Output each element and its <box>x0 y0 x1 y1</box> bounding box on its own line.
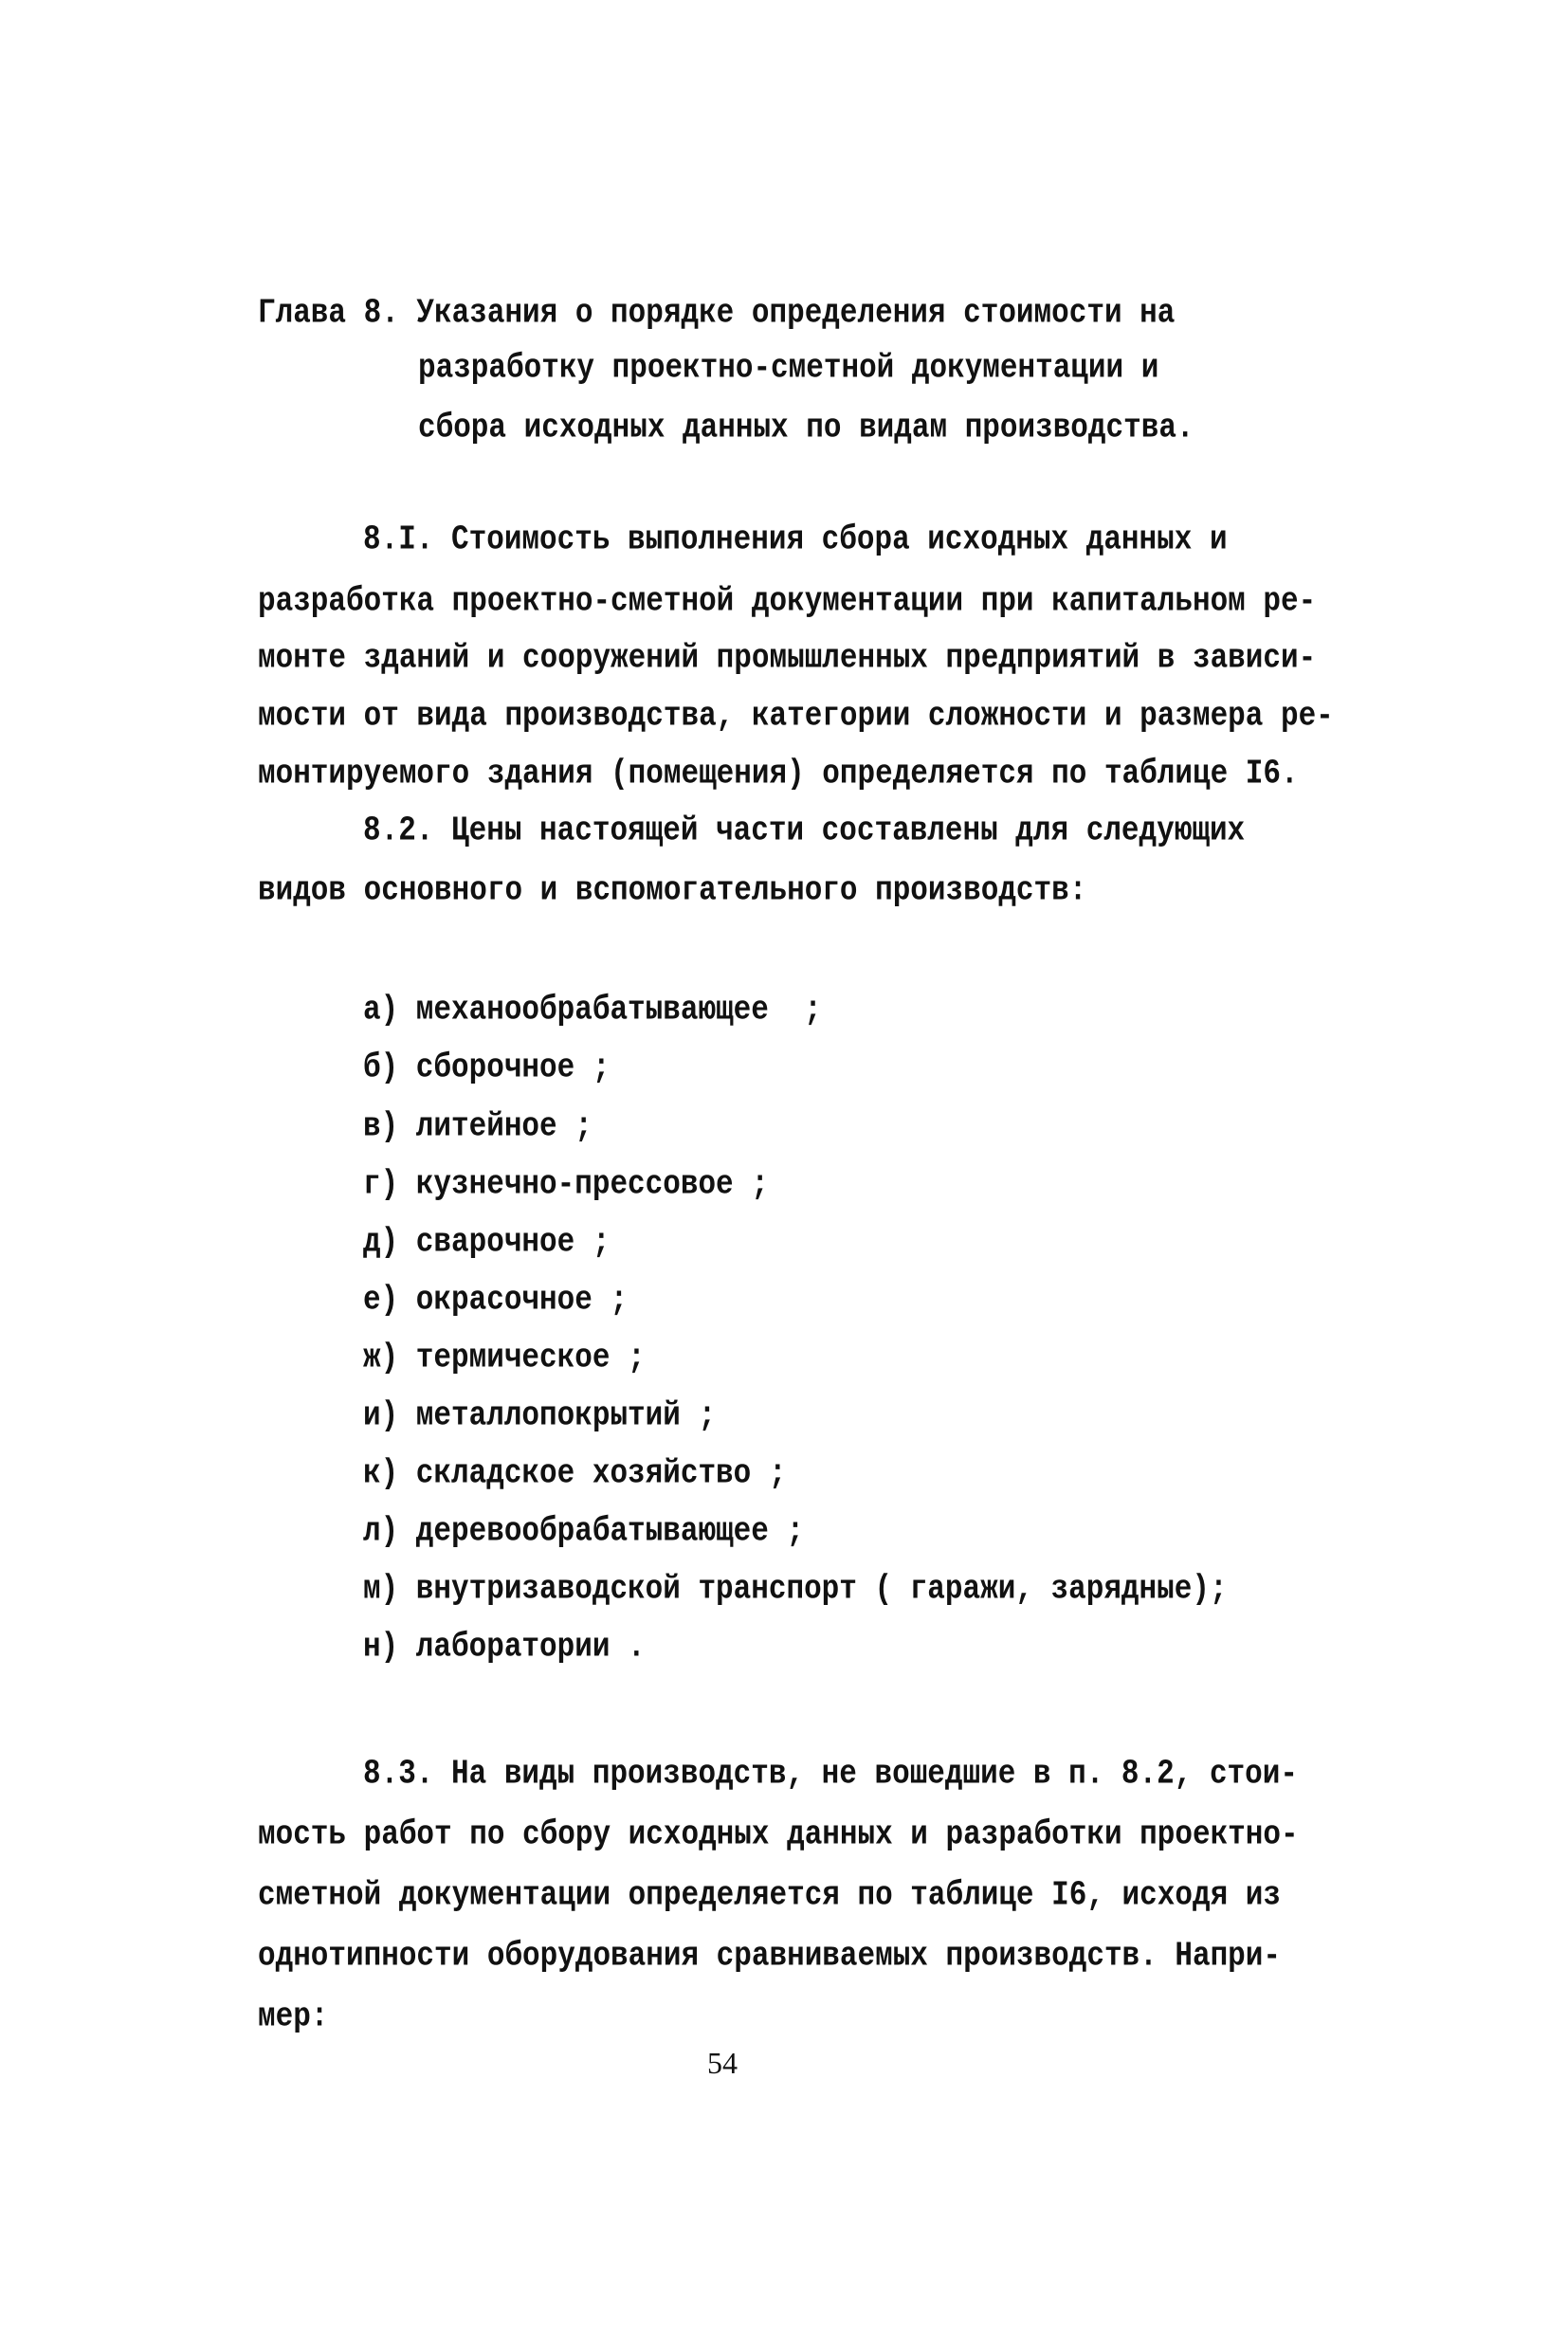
list-item: г) кузнечно-прессовое ; <box>363 1164 769 1205</box>
paragraph-line: мость работ по сбору исходных данных и разработки проектно- <box>258 1814 1299 1855</box>
paragraph-line: разработка проектно-сметной документации при капитальном ре- <box>258 581 1317 622</box>
list-item: ж) термическое ; <box>363 1338 646 1378</box>
paragraph-line: мер: <box>258 1996 329 2037</box>
heading-line: Глава 8. Указания о порядке определения стоимости на <box>258 293 1176 334</box>
list-item: л) деревообрабатывающее ; <box>363 1511 805 1552</box>
paragraph-line: монте зданий и сооружений промышленных предприятий в зависи- <box>258 638 1317 679</box>
list-item: и) металлопокрытий ; <box>363 1395 717 1436</box>
list-item: к) складское хозяйство ; <box>363 1453 787 1494</box>
list-item: е) окрасочное ; <box>363 1280 629 1321</box>
paragraph-line: 8.3. На виды производств, не вошедшие в п. 8.2, стои- <box>363 1754 1298 1795</box>
page-number: 54 <box>707 2046 738 2080</box>
paragraph-line: монтируемого здания (помещения) определяется по таблице I6. <box>258 754 1299 794</box>
paragraph-line: 8.I. Стоимость выполнения сбора исходных данных и <box>363 520 1228 560</box>
list-item: н) лаборатории . <box>363 1627 646 1668</box>
list-item: в) литейное ; <box>363 1106 593 1147</box>
list-item: б) сборочное ; <box>363 1048 611 1088</box>
paragraph-line: однотипности оборудования сравниваемых производств. Напри- <box>258 1936 1281 1977</box>
paragraph-line: мости от вида производства, категории сложности и размера ре- <box>258 696 1334 737</box>
paragraph-line: сметной документации определяется по таблице I6, исходя из <box>258 1875 1281 1916</box>
heading-line: сбора исходных данных по видам производства. <box>418 408 1194 448</box>
heading-line: разработку проектно-сметной документации и <box>418 348 1159 389</box>
paragraph-line: 8.2. Цены настоящей части составлены для следующих <box>363 811 1246 851</box>
list-item: м) внутризаводской транспорт ( гаражи, зарядные); <box>363 1569 1228 1610</box>
paragraph-line: видов основного и вспомогательного производств: <box>258 870 1087 911</box>
list-item: д) сварочное ; <box>363 1222 611 1263</box>
list-item: а) механообрабатывающее ; <box>363 990 822 1030</box>
